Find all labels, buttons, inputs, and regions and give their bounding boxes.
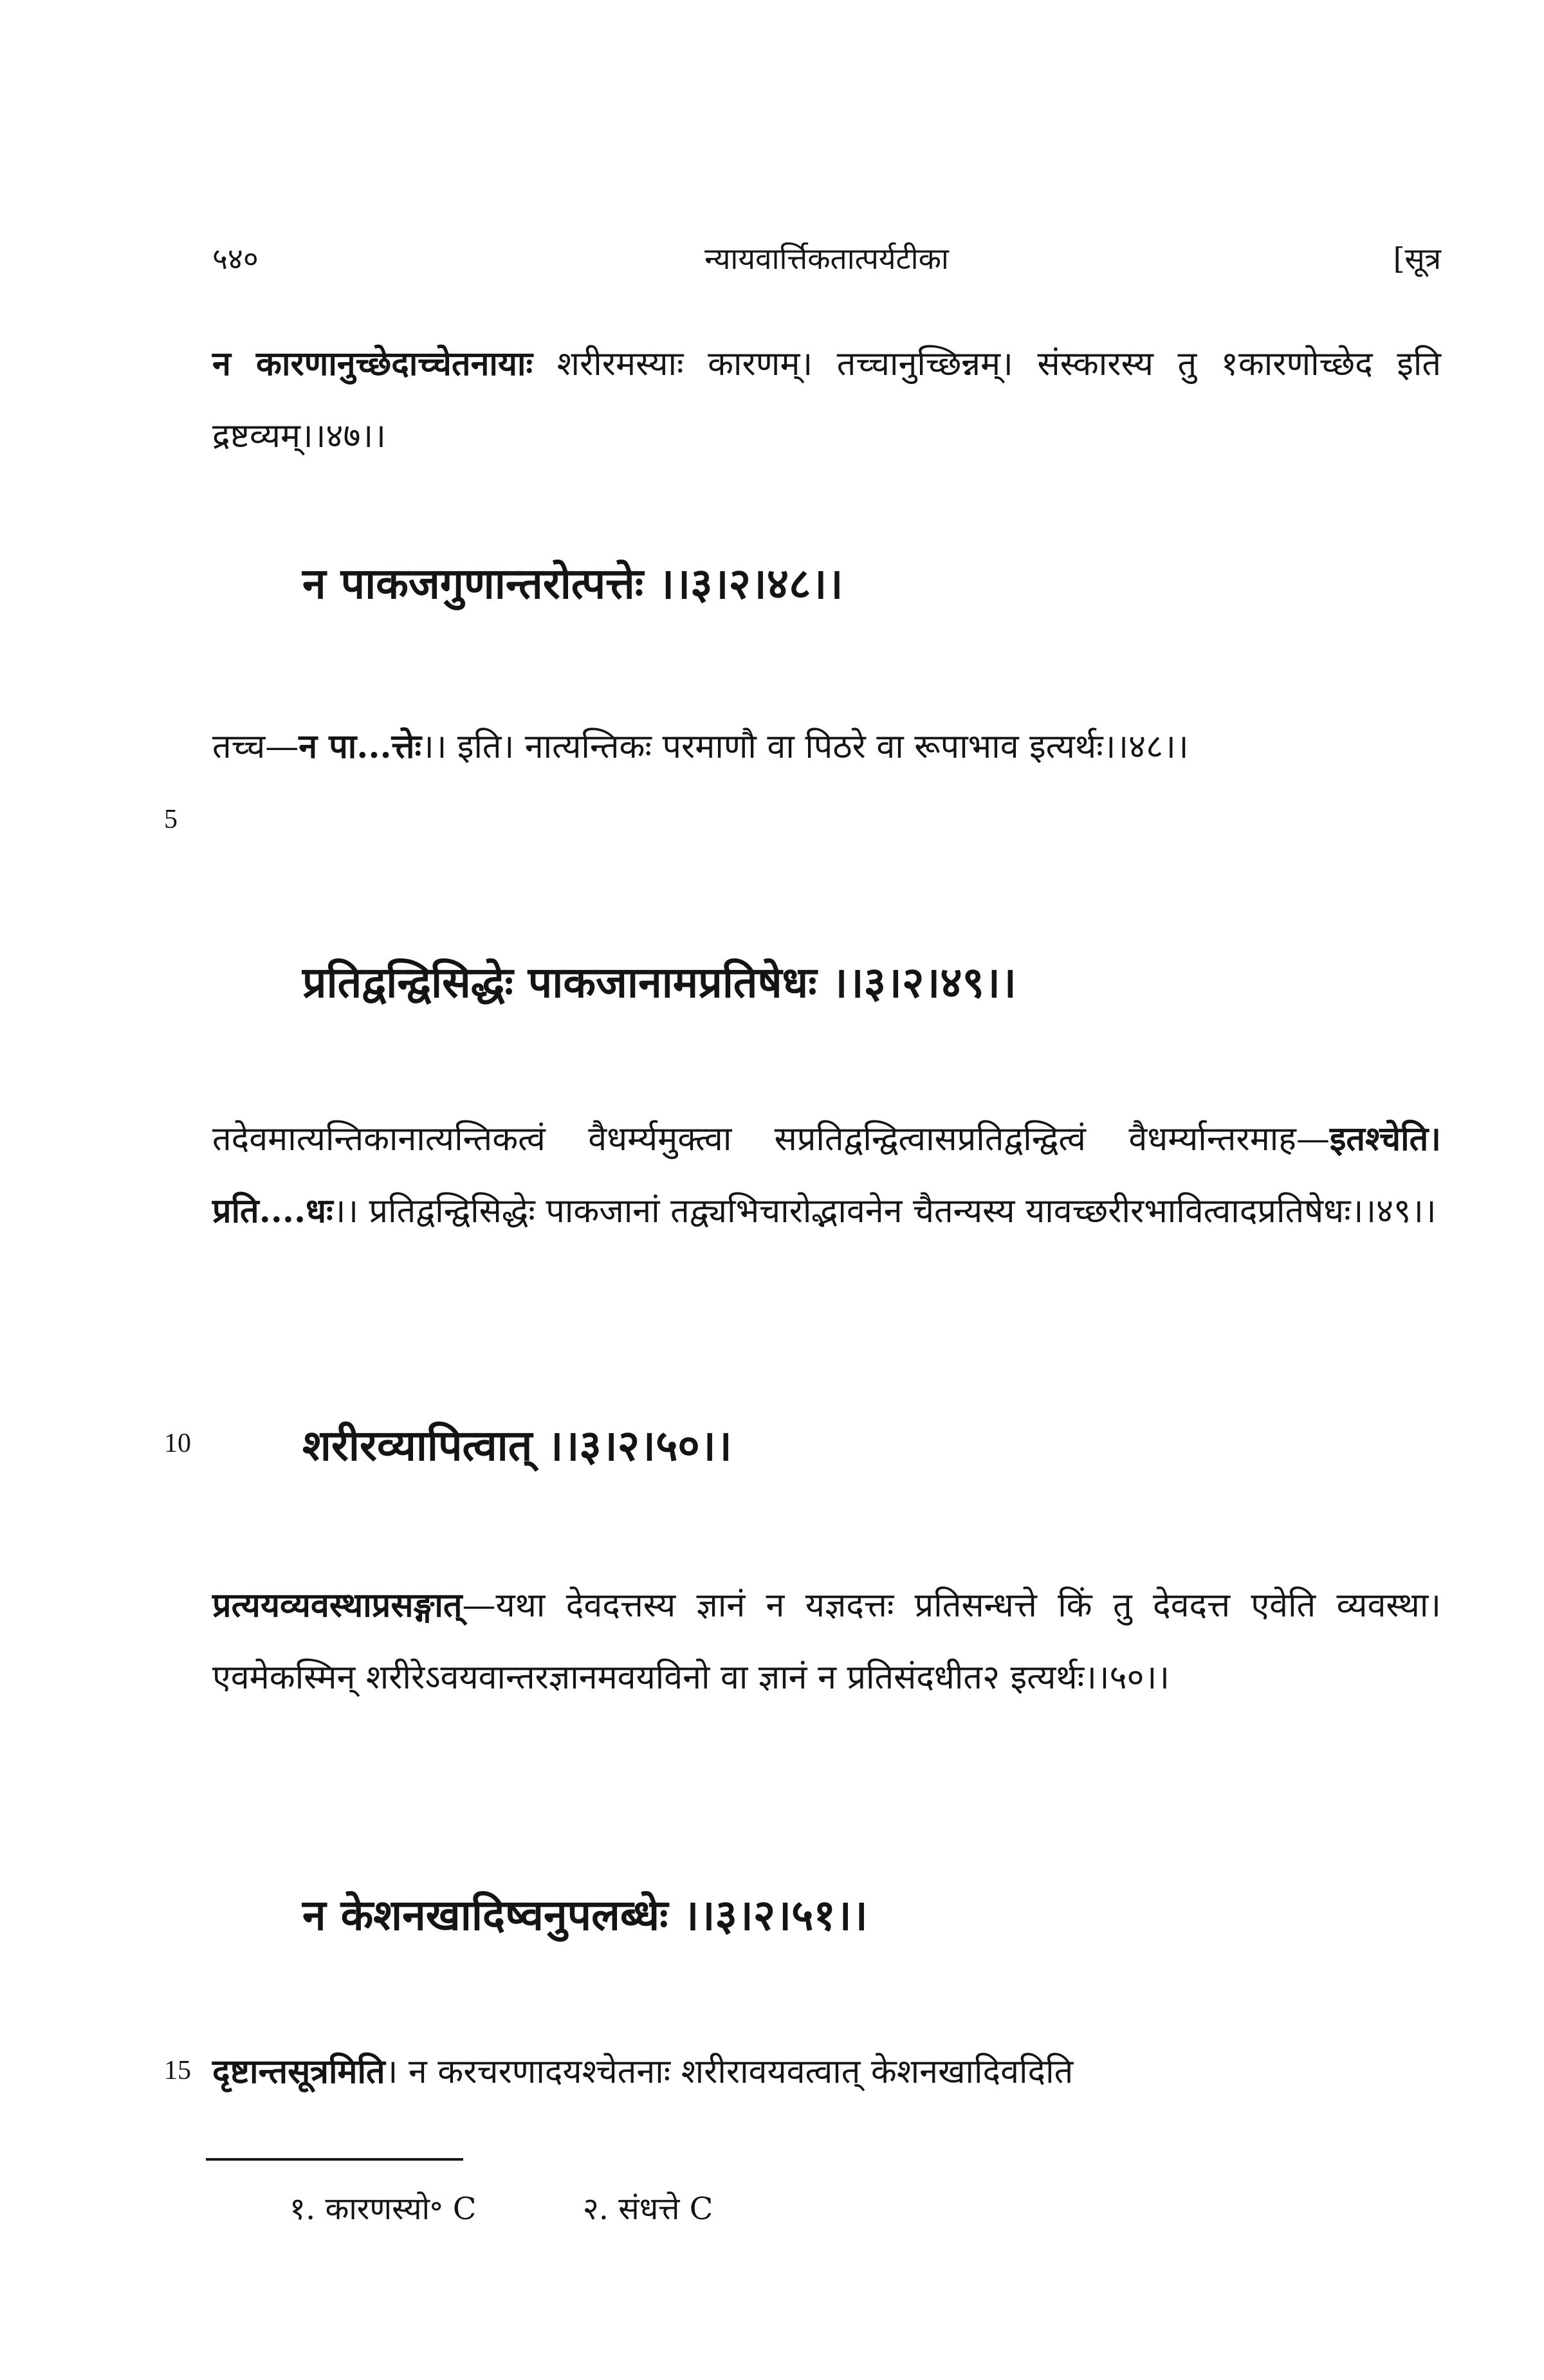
footnote-2: २. संधत्ते C xyxy=(582,2191,713,2227)
page-number: ५४० xyxy=(212,241,259,276)
sutra-49: प्रतिद्वन्द्विसिद्धेः पाकजानामप्रतिषेधः ।।३।२।४९।। xyxy=(302,957,1016,1007)
commentary-48 xyxy=(212,711,1441,783)
footnote-rule xyxy=(206,2158,463,2161)
commentary-49 xyxy=(212,1103,1441,1247)
commentary-47 xyxy=(212,328,1441,472)
lemma: न पा...त्तेः xyxy=(299,727,421,766)
section-label: [सूत्र xyxy=(1393,241,1441,276)
line-number: 5 xyxy=(164,805,178,834)
commentary-text: ।। प्रतिद्वन्द्विसिद्धेः पाकजानां तद्व्यभिचारोद्भावनेन चैतन्यस्य यावच्छरीरभावित्वादप्रतिषेधः।।४९।। xyxy=(333,1192,1437,1231)
commentary-text: —यथा देवदत्तस्य ज्ञानं न यज्ञदत्तः प्रतिसन्धत्ते किं तु देवदत्त एवेति व्यवस्था। एवमेकस्मिन् शरीरेऽवयवान्तरज्ञानमवयविनो वा ज्ञानं न प्रतिसंदधीत२ इत्यर्थः।।५०।। xyxy=(212,1586,1441,1697)
lemma: प्रत्ययव्यवस्थाप्रसङ्गात् xyxy=(212,1586,463,1625)
sutra-48: न पाकजगुणान्तरोत्पत्तेः ।।३।२।४८।। xyxy=(302,558,843,609)
line-number: 10 xyxy=(164,1429,191,1458)
footnote-1: १. कारणस्यो॰ C xyxy=(290,2191,477,2227)
sutra-51: न केशनखादिष्वनुपलब्धेः ।।३।२।५१।। xyxy=(302,1890,868,1940)
running-header xyxy=(212,238,1441,289)
lemma: न कारणानुच्छेदाच्चेतनायाः xyxy=(212,344,533,383)
book-title: न्यायवार्त्तिकतात्पर्यटीका xyxy=(704,241,949,276)
commentary-text: तदेवमात्यन्तिकानात्यन्तिकत्वं वैधर्म्यमुक्त्वा सप्रतिद्वन्द्वित्वासप्रतिद्वन्द्वित्वं वैधर्म्यान्तरमाह— xyxy=(212,1120,1330,1158)
line-number: 15 xyxy=(164,2056,191,2085)
commentary-text: शरीरमस्याः कारणम्। तच्चानुच्छिन्नम्। संस्कारस्य तु १कारणोच्छेद इति द्रष्टव्यम्।।४७।। xyxy=(212,345,1442,455)
lemma: इतश्चेति। प्रति....धः xyxy=(212,1119,1441,1231)
sutra-50: शरीरव्यापित्वात् ।।३।२।५०।। xyxy=(302,1420,732,1470)
footnotes xyxy=(290,2187,809,2229)
lemma: दृष्टान्तसूत्रमिति xyxy=(212,2052,385,2091)
commentary-50 xyxy=(212,1570,1441,1714)
commentary-text: ।। इति। नात्यन्तिकः परमाणौ वा पिठरे वा रूपाभाव इत्यर्थः।।४८।। xyxy=(421,728,1189,766)
commentary-51 xyxy=(212,2036,1441,2108)
commentary-text: तच्च— xyxy=(212,728,299,766)
commentary-text: । न करचरणादयश्चेतनाः शरीरावयवत्वात् केशनखादिवदिति xyxy=(385,2053,1074,2091)
